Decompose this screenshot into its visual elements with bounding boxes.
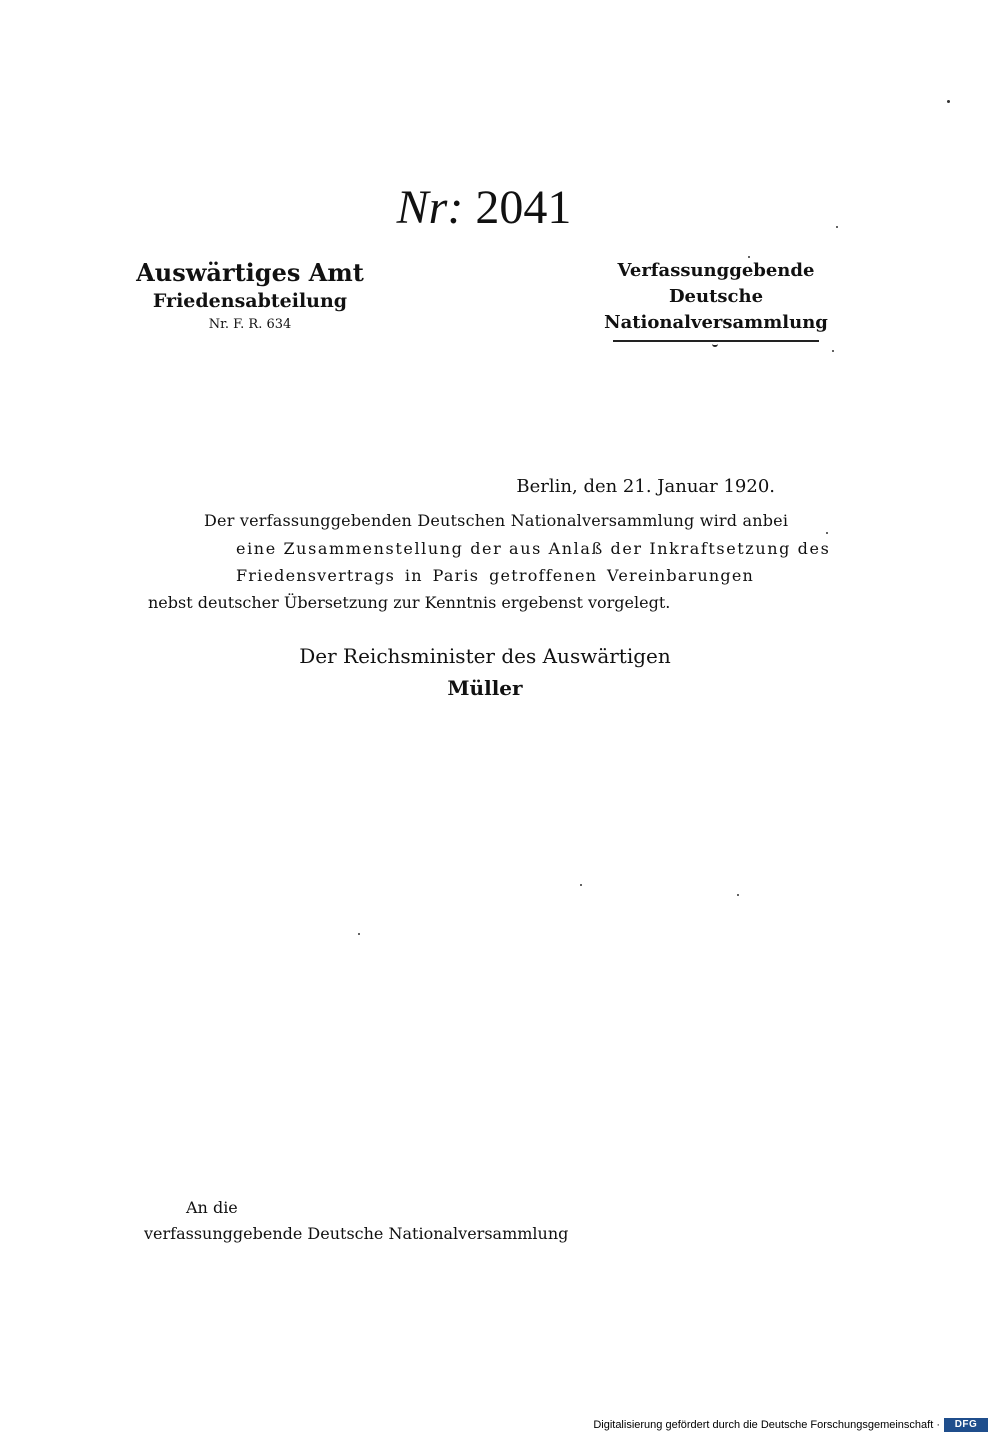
body-line-3: Friedensvertrags in Paris getroffenen Vereinbarungen — [236, 566, 754, 585]
recipient-header-line1: Verfassunggebende — [617, 260, 815, 281]
scan-speck — [748, 256, 750, 258]
document-number-prefix: Nr: — [396, 181, 464, 234]
sender-block — [130, 258, 370, 336]
recipient-header — [596, 258, 836, 345]
signature-name: Müller — [447, 676, 523, 700]
scan-speck — [737, 894, 739, 896]
scan-speck — [358, 933, 360, 935]
document-number-value: 2041 — [475, 181, 572, 234]
scan-speck — [826, 532, 828, 534]
body-line-4: nebst deutscher Übersetzung zur Kenntnis ergebenst vorgelegt. — [148, 593, 671, 612]
scan-speck — [580, 884, 582, 886]
sender-department: Friedensabteilung — [152, 290, 348, 312]
recipient-header-underline — [613, 340, 819, 345]
sender-office: Auswärtiges Amt — [136, 258, 364, 287]
scan-speck — [832, 350, 834, 352]
address-line-1: An die — [186, 1198, 238, 1217]
body-line-2: eine Zusammenstellung der aus Anlaß der Inkraftsetzung des — [236, 539, 831, 558]
date-line: Berlin, den 21. Januar 1920. — [516, 476, 775, 497]
recipient-header-line3: Nationalversammlung — [604, 312, 828, 333]
body-line-1: Der verfassunggebenden Deutschen Nationalversammlung wird anbei — [204, 511, 789, 530]
recipient-header-line2: Deutsche — [668, 286, 764, 307]
scan-speck — [947, 100, 950, 103]
signature-title: Der Reichsminister des Auswärtigen — [299, 644, 671, 668]
digitization-credit: Digitalisierung gefördert durch die Deutsche Forschungsgemeinschaft · — [593, 1419, 940, 1431]
sender-reference: Nr. F. R. 634 — [208, 317, 292, 332]
document-number — [0, 180, 968, 236]
scan-speck — [836, 226, 838, 228]
dfg-logo: DFG — [944, 1418, 988, 1432]
address-line-2: verfassunggebende Deutsche Nationalversammlung — [144, 1224, 569, 1243]
